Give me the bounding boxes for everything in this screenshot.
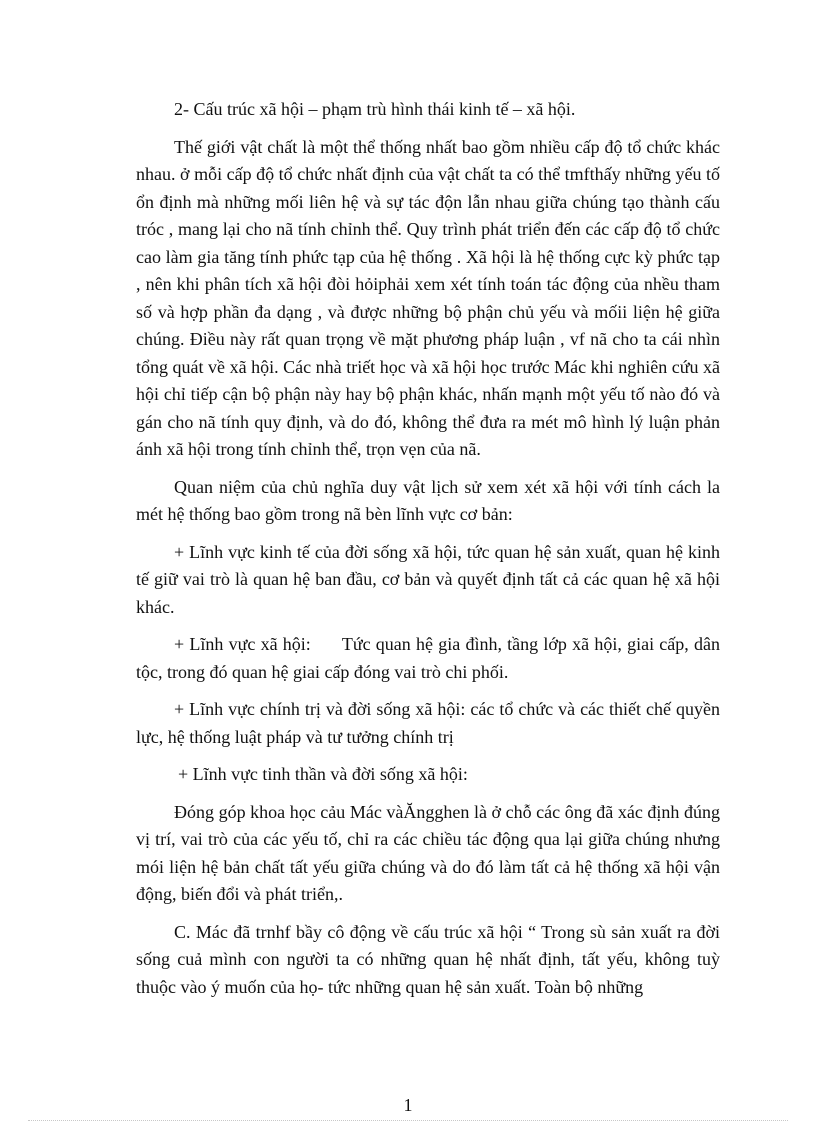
section-heading: 2- Cấu trúc xã hội – phạm trù hình thái kinh tế – xã hội.: [174, 99, 576, 119]
bullet-spiritual-field: + Lĩnh vực tinh thần và đời sống xã hội:: [178, 764, 468, 784]
bullet-economic-field: + Lĩnh vực kinh tế của đời sống xã hội, tức quan hệ sản xuất, quan hệ kinh tế giữ vai trò là quan hệ ban đầu, cơ bản và quyết định tất cả các quan hệ xã hội khác.: [136, 541, 720, 617]
paragraph-historical-materialism: Quan niệm của chủ nghĩa duy vật lịch sử xem xét xã hội với tính cách la mét hệ thống bao gồm trong nã bèn lĩnh vực cơ bản:: [136, 476, 720, 524]
paragraph-marx-quote: C. Mác đã trnhf bầy cô động về cấu trúc xã hội “ Trong sù sản xuất ra đời sống cuả mình con người ta có những quan hệ nhất định, tất yếu, không tuỳ thuộc vào ý muốn của họ- tức những quan hệ sản xuất. Toàn bộ những: [136, 921, 720, 997]
bullet-social-field: + Lĩnh vực xã hội: Tức quan hệ gia đình, tầng lớp xã hội, giai cấp, dân tộc, trong đó quan hệ giai cấp đóng vai trò chi phối.: [136, 634, 725, 682]
paragraph-marx-engels-contribution: Đóng góp khoa học cảu Mác vàĂngghen là ở chỗ các ông đã xác định đúng vị trí, vai trò của các yếu tố, chỉ ra các chiều tác động qua lại giữa chúng nhưng mói liện hệ bản chất tất yếu giữa chúng và do đó làm tất cả hệ thống xã hội vận động, biến đổi và phát triển,.: [136, 801, 720, 904]
paragraph-material-world: Thế giới vật chất là một thể thống nhất bao gồm nhiều cấp độ tổ chức khác nhau. ở mỗi cấp độ tổ chức nhất định của vật chất ta có thể tmfthấy những yếu tố ổn định mà những mối liên hệ và sự tác độn lẫn nhau giữa chúng tạo thành cấu tróc , mang lại cho nã tính chỉnh thể. Quy trình phát triển đến các cấp độ tổ chức cao làm gia tăng tính phức tạp của hệ thống . Xã hội là hệ thống cực kỳ phức tạp , nên khi phân tích xã hội đòi hỏiphải xem xét tính toán tác động của nhều tham số và hợp phần đa dạng , và được những bộ phận chủ yếu và mốii liện hệ giữa chúng. Điều này rất quan trọng về mặt phương pháp luận , vf nã cho ta cái nhìn tổng quát về xã hội. Các nhà triết học và xã hội học trước Mác khi nghiên cứu xã hội chỉ tiếp cận bộ phận này hay bộ phận khác, nhấn mạnh một yếu tố nào đó và gán cho nã tính quy định, và do đó, không thể đưa ra mét mô hình lý luận phản ánh xã hội trong tính chỉnh thể, trọn vẹn của nã.: [136, 136, 720, 459]
page-number: 1: [403, 1095, 413, 1115]
document-body: [136, 96, 725, 1011]
page-footer-divider: [28, 1120, 788, 1121]
bullet-political-field: + Lĩnh vực chính trị và đời sống xã hội: các tổ chức và các thiết chế quyền lực, hệ thống luật pháp và tư tưởng chính trị: [136, 699, 720, 747]
